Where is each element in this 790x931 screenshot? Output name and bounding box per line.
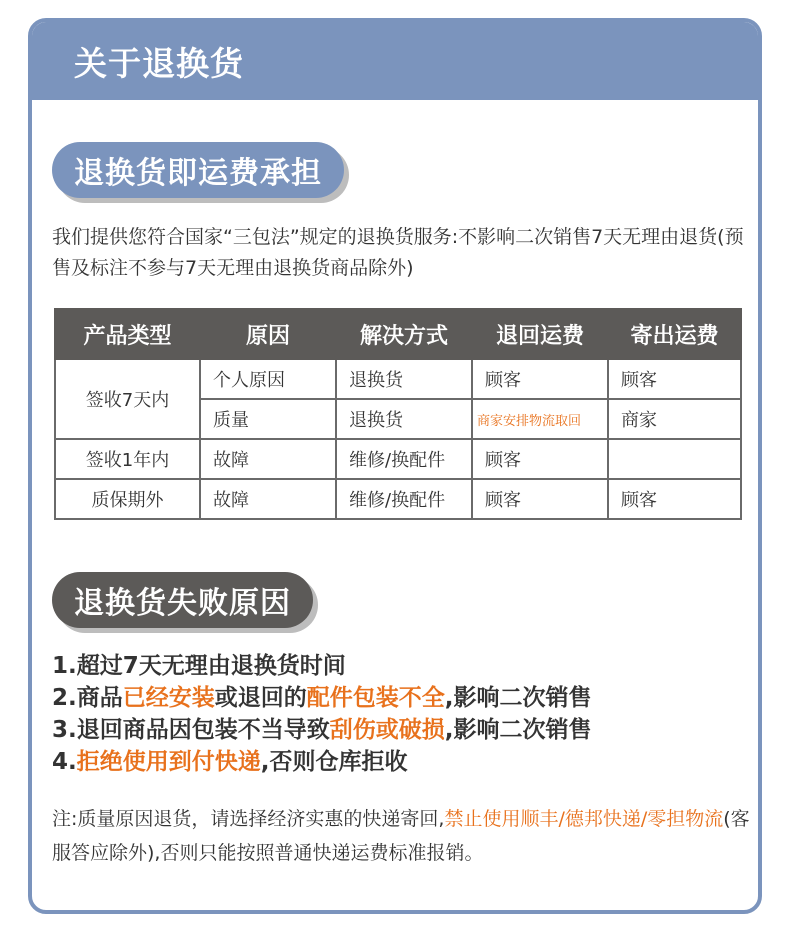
reason-text: 或退回的 (214, 685, 307, 711)
reason-highlight: 配件包装不全 (306, 685, 445, 711)
header-reason: 原因 (200, 309, 336, 359)
cell-send-shipping: 顾客 (608, 359, 741, 399)
cell-type: 签收7天内 (55, 359, 200, 439)
cell-return-shipping: 顾客 (472, 439, 608, 479)
cell-return-shipping: 顾客 (472, 479, 608, 519)
table-header-row (55, 309, 741, 359)
reason-item (52, 682, 752, 714)
header-product-type: 产品类型 (55, 309, 200, 359)
note-text: 注:质量原因退货，请选择经济实惠的快递寄回, (52, 808, 445, 830)
failure-reasons-list (52, 650, 752, 778)
cell-return-shipping: 商家安排物流取回 (472, 399, 608, 439)
header-solution: 解决方式 (336, 309, 472, 359)
reason-text: 3.退回商品因包装不当导致 (52, 717, 330, 743)
card-header (32, 22, 758, 100)
reason-item (52, 714, 752, 746)
cell-solution: 退换货 (336, 359, 472, 399)
reason-text: ,否则仓库拒收 (260, 749, 408, 775)
note-paragraph (52, 802, 752, 870)
header-return-shipping: 退回运费 (472, 309, 608, 359)
cell-solution: 退换货 (336, 399, 472, 439)
card-title: 关于退换货 (74, 43, 244, 83)
cell-send-shipping (608, 439, 741, 479)
reason-highlight: 拒绝使用到付快递 (76, 749, 261, 775)
cell-send-shipping: 商家 (608, 399, 741, 439)
section-title-shipping-cost: 退换货即运费承担 (52, 142, 344, 198)
note-text: (客服答应除外),否则只能按照普通快递运费标准报销。 (52, 808, 750, 864)
reason-text: 2.商品 (52, 685, 123, 711)
cell-send-shipping: 顾客 (608, 479, 741, 519)
reason-text: ,影响二次销售 (444, 685, 592, 711)
section-title-failure-reasons: 退换货失败原因 (52, 572, 313, 628)
cell-return-shipping: 顾客 (472, 359, 608, 399)
policy-table (54, 308, 742, 520)
note-highlight: 禁止使用顺丰/德邦快递/零担物流 (444, 808, 724, 830)
cell-reason: 故障 (200, 479, 336, 519)
cell-reason: 故障 (200, 439, 336, 479)
cell-solution: 维修/换配件 (336, 479, 472, 519)
intro-paragraph: 我们提供您符合国家“三包法”规定的退换货服务:不影响二次销售7天无理由退货(预售及标注不参与7天无理由退换货商品除外) (52, 226, 744, 279)
reason-text: 1.超过7天无理由退换货时间 (52, 653, 346, 679)
cell-type: 签收1年内 (55, 439, 200, 479)
reason-highlight: 刮伤或破损 (329, 717, 445, 743)
table-row (55, 479, 741, 519)
header-send-shipping: 寄出运费 (608, 309, 741, 359)
cell-solution: 维修/换配件 (336, 439, 472, 479)
table-row (55, 359, 741, 399)
reason-text: ,影响二次销售 (444, 717, 592, 743)
cell-reason: 个人原因 (200, 359, 336, 399)
cell-type: 质保期外 (55, 479, 200, 519)
reason-item (52, 650, 752, 682)
return-policy-card (28, 18, 762, 914)
reason-item (52, 746, 752, 778)
table-row (55, 439, 741, 479)
cell-reason: 质量 (200, 399, 336, 439)
reason-highlight: 已经安装 (122, 685, 215, 711)
reason-text: 4. (52, 749, 77, 775)
